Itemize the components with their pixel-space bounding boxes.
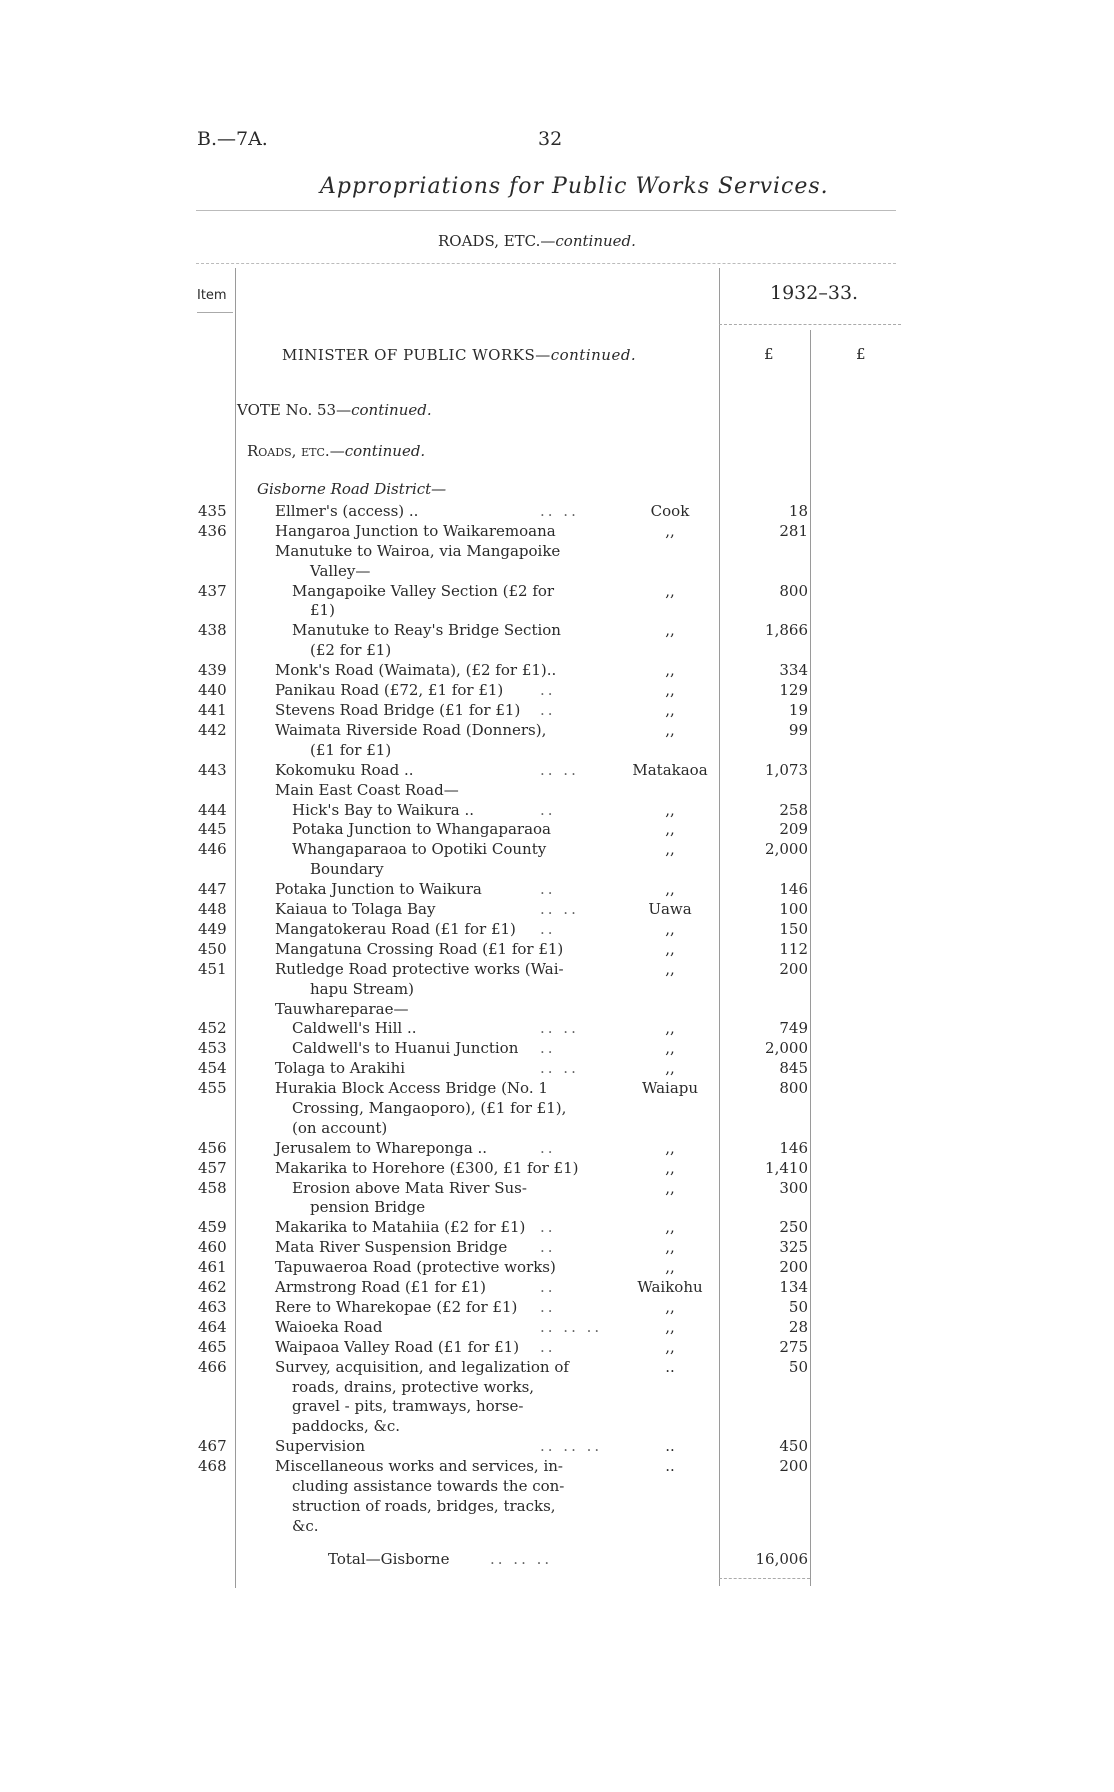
item-number: 453 — [198, 1039, 227, 1058]
dot-leader: .. — [540, 919, 556, 938]
item-number: 448 — [198, 900, 227, 918]
county-name: Matakaoa — [632, 760, 708, 779]
amount: 209 — [779, 820, 808, 839]
item-number: 465 — [198, 1337, 227, 1356]
item-description: Waimata Riverside Road (Donners), — [275, 720, 547, 739]
item-description: Boundary — [310, 860, 384, 879]
county-name: ,, — [665, 661, 675, 680]
county-name: ,, — [665, 720, 675, 739]
amount: 800 — [779, 1079, 808, 1098]
item-number: 466 — [198, 1357, 227, 1376]
item-number: 458 — [198, 1178, 227, 1197]
item-description: roads, drains, protective works, — [292, 1377, 535, 1396]
item-description: (£1 for £1) — [310, 740, 392, 759]
item-number: 444 — [198, 800, 227, 819]
item-number: 443 — [198, 760, 227, 779]
item-number: 456 — [198, 1138, 227, 1157]
item-number: 451 — [198, 959, 227, 978]
item-description: Whangaparaoa to Opotiki County — [292, 840, 547, 859]
item-description: Supervision — [275, 1437, 366, 1456]
amount: 200 — [779, 1258, 808, 1277]
county-name: ,, — [665, 1317, 675, 1336]
amount: 2,000 — [765, 840, 808, 859]
item-description: Mangapoike Valley Section (£2 for — [292, 581, 555, 600]
item-number: 460 — [198, 1238, 227, 1257]
amount: 99 — [788, 720, 808, 739]
item-description: Hick's Bay to Waikura .. — [292, 800, 475, 819]
item-description: pension Bridge — [310, 1198, 426, 1217]
item-number: 464 — [198, 1317, 227, 1336]
item-column-header: Item — [197, 288, 227, 303]
item-description: Armstrong Road (£1 for £1) — [275, 1278, 486, 1297]
item-description: Potaka Junction to Whangaparaoa — [292, 820, 551, 839]
item-number: 454 — [198, 1059, 227, 1078]
amount: 281 — [779, 521, 808, 540]
item-number: 467 — [198, 1437, 227, 1456]
county-name: ,, — [665, 959, 675, 978]
county-name: ,, — [665, 1138, 675, 1157]
item-number: 468 — [198, 1457, 227, 1476]
total-rule — [719, 1578, 810, 1579]
county-name: ,, — [665, 939, 675, 958]
county-name: .. — [665, 1357, 675, 1376]
item-description: Ellmer's (access) .. — [275, 502, 419, 520]
dot-leader: .. — [540, 800, 556, 819]
amount: 1,866 — [765, 621, 808, 640]
item-number: 439 — [198, 661, 227, 680]
county-name: ,, — [665, 701, 675, 719]
total-leader: .. .. .. — [490, 1550, 553, 1568]
item-description: Caldwell's to Huanui Junction — [292, 1039, 519, 1058]
pound-symbol-col2: £ — [856, 345, 866, 363]
item-number: 462 — [198, 1278, 227, 1297]
year-header-rule — [719, 324, 901, 325]
item-description: Tolaga to Arakihi — [275, 1059, 406, 1078]
item-description: Mangatuna Crossing Road (£1 for £1) — [275, 939, 564, 958]
amount: 325 — [779, 1238, 808, 1257]
amount: 18 — [788, 502, 808, 520]
item-description: £1) — [310, 601, 335, 620]
item-number: 441 — [198, 701, 227, 719]
item-number: 461 — [198, 1258, 227, 1277]
vote-heading: VOTE No. 53—continued. — [237, 401, 432, 419]
dot-leader: .. — [540, 681, 556, 700]
item-number: 455 — [198, 1079, 227, 1098]
county-name: ,, — [665, 880, 675, 899]
dot-leader: .. — [540, 1218, 556, 1237]
item-description: gravel - pits, tramways, horse- — [292, 1397, 524, 1416]
item-number: 446 — [198, 840, 227, 859]
amount: 1,073 — [765, 760, 808, 779]
item-description: Kokomuku Road .. — [275, 760, 414, 779]
county-name: ,, — [665, 581, 675, 600]
dot-leader: .. .. .. — [540, 1437, 603, 1456]
item-number: 449 — [198, 919, 227, 938]
amount: 2,000 — [765, 1039, 808, 1058]
item-description: Manutuke to Wairoa, via Mangapoike — [275, 541, 561, 560]
county-name: ,, — [665, 1039, 675, 1058]
county-name: ,, — [665, 840, 675, 859]
amount: 50 — [788, 1357, 808, 1376]
item-description: Main East Coast Road— — [275, 780, 459, 799]
item-number: 457 — [198, 1158, 227, 1177]
amount: 146 — [779, 880, 808, 899]
item-number: 459 — [198, 1218, 227, 1237]
county-name: Uawa — [648, 900, 692, 918]
dot-leader: .. .. — [540, 1019, 579, 1038]
county-name: ,, — [665, 681, 675, 700]
amount: 845 — [779, 1059, 808, 1078]
item-description: Caldwell's Hill .. — [292, 1019, 417, 1038]
item-description: Tauwhareparae— — [275, 999, 409, 1018]
county-name: Waikohu — [637, 1278, 703, 1297]
item-description: Stevens Road Bridge (£1 for £1) — [275, 701, 521, 719]
item-description: Mangatokerau Road (£1 for £1) — [275, 919, 516, 938]
item-description: Tapuwaeroa Road (protective works) — [275, 1258, 556, 1277]
amount: 28 — [788, 1317, 808, 1336]
amount: 150 — [779, 919, 808, 938]
dot-leader: .. — [540, 1298, 556, 1316]
item-description: Kaiaua to Tolaga Bay — [275, 900, 436, 918]
title-rule — [196, 210, 896, 211]
item-description: Miscellaneous works and services, in- — [275, 1457, 563, 1476]
minister-heading: MINISTER OF PUBLIC WORKS—continued. — [282, 346, 637, 364]
item-description: Waioeka Road — [275, 1317, 383, 1336]
amount: 1,410 — [765, 1158, 808, 1177]
item-description: Rere to Wharekopae (£2 for £1) — [275, 1298, 518, 1316]
item-description: cluding assistance towards the con- — [292, 1477, 565, 1496]
item-number: 447 — [198, 880, 227, 899]
dot-leader: .. .. — [540, 1059, 579, 1078]
county-name: ,, — [665, 521, 675, 540]
amount: 50 — [788, 1298, 808, 1316]
amount: 112 — [779, 939, 808, 958]
district-heading: Gisborne Road District— — [257, 480, 447, 498]
county-name: ,, — [665, 1218, 675, 1237]
county-name: ,, — [665, 1337, 675, 1356]
county-name: Cook — [650, 502, 690, 520]
roads-heading: Roads, etc.—continued. — [247, 442, 426, 460]
pound-symbol-col1: £ — [764, 345, 774, 363]
amount: 300 — [779, 1178, 808, 1197]
item-description: Panikau Road (£72, £1 for £1) — [275, 681, 504, 700]
amount: 800 — [779, 581, 808, 600]
item-description: Manutuke to Reay's Bridge Section — [292, 621, 561, 640]
amount: 146 — [779, 1138, 808, 1157]
county-name: ,, — [665, 1258, 675, 1277]
county-name: .. — [665, 1457, 675, 1476]
item-description: &c. — [292, 1516, 319, 1535]
amount: 334 — [779, 661, 808, 680]
county-name: ,, — [665, 1178, 675, 1197]
amount: 129 — [779, 681, 808, 700]
amount: 200 — [779, 1457, 808, 1476]
county-name: ,, — [665, 800, 675, 819]
item-number: 452 — [198, 1019, 227, 1038]
item-number: 435 — [198, 502, 227, 520]
amount: 200 — [779, 959, 808, 978]
amount: 134 — [779, 1278, 808, 1297]
item-description: Valley— — [310, 561, 371, 580]
item-description: Hangaroa Junction to Waikaremoana — [275, 521, 556, 540]
document-reference: B.—7A. — [197, 128, 268, 150]
item-header-rule — [197, 312, 233, 313]
amount: 100 — [779, 900, 808, 918]
item-description: Erosion above Mata River Sus- — [292, 1178, 527, 1197]
item-description: Mata River Suspension Bridge — [275, 1238, 508, 1257]
dot-leader: .. — [540, 1238, 556, 1257]
page-number: 32 — [538, 128, 563, 150]
item-description: Crossing, Mangaoporo), (£1 for £1), — [292, 1098, 567, 1117]
amount: 19 — [788, 701, 808, 719]
dot-leader: .. — [540, 1337, 556, 1356]
item-column-rule — [235, 268, 236, 1588]
amount: 258 — [779, 800, 808, 819]
item-description: hapu Stream) — [310, 979, 415, 998]
item-number: 436 — [198, 521, 227, 540]
dot-leader: .. — [540, 1138, 556, 1157]
item-description: Jerusalem to Wharepongа .. — [275, 1138, 488, 1157]
item-description: Hurakia Block Access Bridge (No. 1 — [275, 1079, 548, 1098]
county-name: ,, — [665, 1158, 675, 1177]
amount: 275 — [779, 1337, 808, 1356]
county-name: ,, — [665, 1019, 675, 1038]
dot-leader: .. — [540, 701, 556, 719]
item-number: 463 — [198, 1298, 227, 1316]
item-number: 440 — [198, 681, 227, 700]
amount: 250 — [779, 1218, 808, 1237]
item-description: Makarika to Matahiia (£2 for £1) — [275, 1218, 526, 1237]
item-number: 445 — [198, 820, 227, 839]
page-title: Appropriations for Public Works Services. — [320, 174, 829, 199]
county-name: ,, — [665, 1238, 675, 1257]
item-number: 437 — [198, 581, 227, 600]
county-name: ,, — [665, 621, 675, 640]
dot-leader: .. — [540, 1039, 556, 1058]
item-description: Waipaoa Valley Road (£1 for £1) — [275, 1337, 520, 1356]
total-label: Total—Gisborne — [328, 1550, 450, 1568]
item-number: 442 — [198, 720, 227, 739]
item-description: paddocks, &c. — [292, 1417, 401, 1436]
section-rule — [196, 263, 896, 264]
dot-leader: .. .. — [540, 502, 579, 520]
total-amount: 16,006 — [755, 1550, 808, 1568]
county-name: ,, — [665, 919, 675, 938]
item-description: Survey, acquisition, and legalization of — [275, 1357, 569, 1376]
county-name: Waiapu — [641, 1079, 699, 1098]
section-title: ROADS, ETC.—continued. — [438, 232, 636, 250]
amount: 450 — [779, 1437, 808, 1456]
dot-leader: .. — [540, 1278, 556, 1297]
item-description: (on account) — [292, 1118, 388, 1137]
amount: 749 — [779, 1019, 808, 1038]
county-name: ,, — [665, 1298, 675, 1316]
dot-leader: .. .. — [540, 760, 579, 779]
dot-leader: .. .. — [540, 900, 579, 918]
county-name: ,, — [665, 820, 675, 839]
amount-column-right-rule — [810, 330, 811, 1586]
county-name: ,, — [665, 1059, 675, 1078]
item-number: 438 — [198, 621, 227, 640]
dot-leader: .. — [540, 880, 556, 899]
item-description: Potaka Junction to Waikura — [275, 880, 482, 899]
county-name: .. — [665, 1437, 675, 1456]
dot-leader: .. .. .. — [540, 1317, 603, 1336]
year-header: 1932–33. — [770, 282, 859, 304]
item-description: Makarika to Horehore (£300, £1 for £1) — [275, 1158, 579, 1177]
item-number: 450 — [198, 939, 227, 958]
item-description: Monk's Road (Waimata), (£2 for £1).. — [275, 661, 557, 680]
item-description: (£2 for £1) — [310, 641, 392, 660]
item-description: struction of roads, bridges, tracks, — [292, 1496, 556, 1515]
item-description: Rutledge Road protective works (Wai- — [275, 959, 564, 978]
